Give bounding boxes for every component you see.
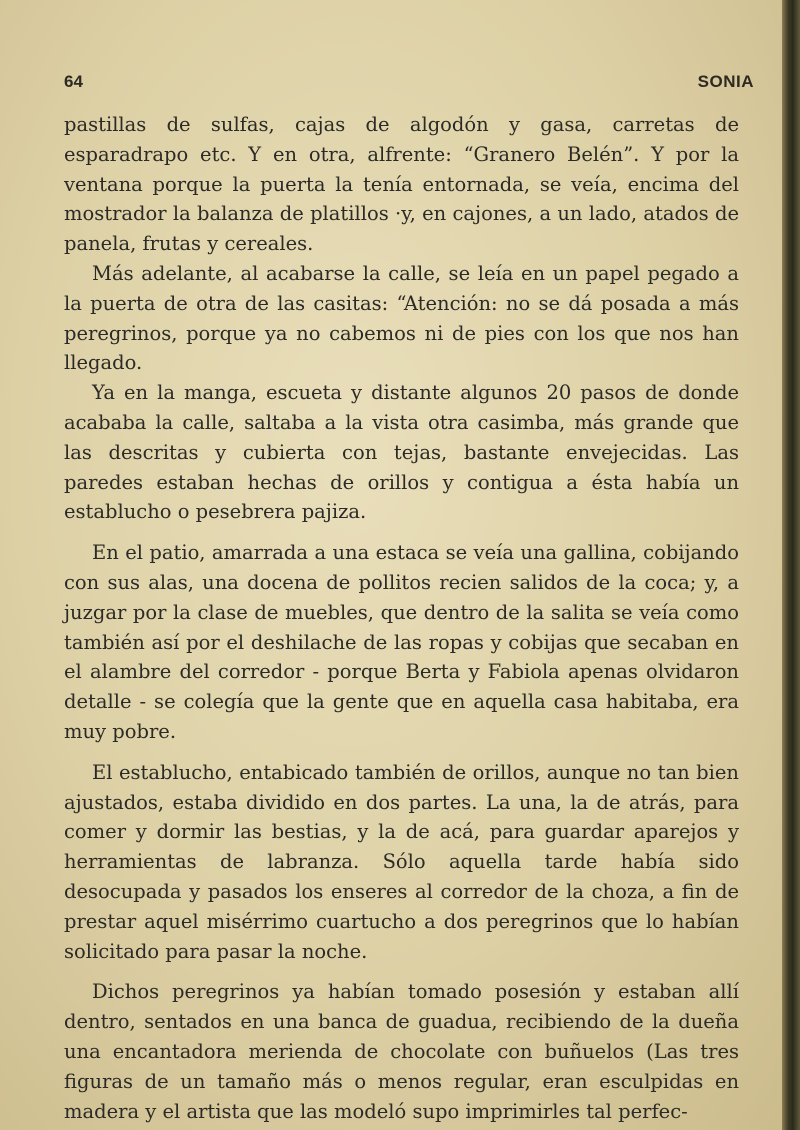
- paragraph: Dichos peregrinos ya habían tomado posesión y estaban allí dentro, sentados en una banca de guadua, recibiendo de la dueña una encantadora merienda de chocolate con buñuelos (Las tres figuras de un tamaño más o menos regular, eran esculpidas en madera y el artista que las modeló supo imprimirles tal perfec-: [64, 980, 739, 1123]
- body-text: [64, 110, 739, 1126]
- book-spine-edge: [782, 0, 800, 1130]
- paragraph: Más adelante, al acabarse la calle, se leía en un papel pegado a la puerta de otra de las casitas: “Atención: no se dá posada a más peregrinos, porque ya no cabemos ni de pies con los que nos han llegado.: [64, 261, 739, 375]
- page-header: [64, 72, 754, 98]
- paragraph: Ya en la manga, escueta y distante algunos 20 pasos de donde acababa la calle, saltaba a la vista otra casimba, más grande que las descritas y cubierta con tejas, bastante envejecidas. Las paredes estaban hechas de orillos y contigua a ésta había un establucho o pesebrera pajiza.: [64, 381, 739, 524]
- paragraph: En el patio, amarrada a una estaca se veía una gallina, cobijando con sus alas, una docena de pollitos recien salidos de la coca; y, a juzgar por la clase de muebles, que dentro de la salita se veía como también así por el deshilache de las ropas y cobijas que secaban en el alambre del corredor - porque Berta y Fabiola apenas olvidaron detalle - se colegía que la gente que en aquella casa habitaba, era muy pobre.: [64, 541, 739, 743]
- page-number: 64: [64, 72, 83, 91]
- running-title: SONIA: [697, 72, 754, 91]
- paragraph: pastillas de sulfas, cajas de algodón y gasa, carretas de esparadrapo etc. Y en otra, alfrente: “Granero Belén”. Y por la ventana porque la puerta la tenía entornada, se veía, encima del mostrador la balanza de platillos ·y, en cajones, a un lado, atados de panela, frutas y cereales.: [64, 113, 739, 256]
- paragraph: El establucho, entabicado también de orillos, aunque no tan bien ajustados, estaba dividido en dos partes. La una, la de atrás, para comer y dormir las bestias, y la de acá, para guardar aparejos y herramientas de labranza. Sólo aquella tarde había sido desocupada y pasados los enseres al corredor de la choza, a fin de prestar aquel misérrimo cuartucho a dos peregrinos que lo habían solicitado para pasar la noche.: [64, 760, 739, 963]
